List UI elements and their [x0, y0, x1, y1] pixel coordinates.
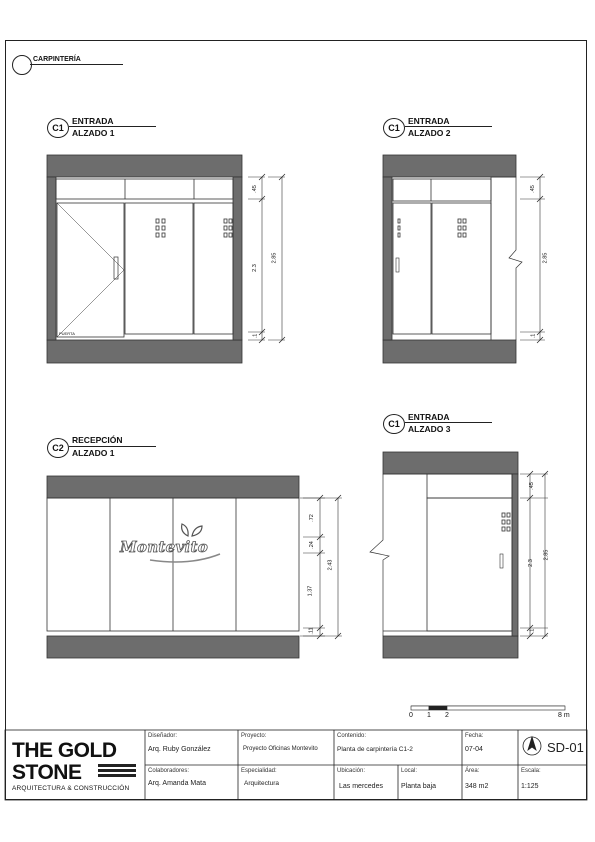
- view-code-circle: C2: [47, 438, 69, 458]
- view-code-circle: C1: [383, 118, 405, 138]
- view-subtitle: ALZADO 3: [408, 424, 451, 434]
- dim-label: 2.85: [543, 549, 550, 561]
- date-label: Fecha:: [465, 733, 484, 739]
- view-subtitle: ALZADO 1: [72, 128, 115, 138]
- area-value: 348 m2: [465, 783, 489, 790]
- scale-ratio-value: 1:125: [521, 783, 539, 790]
- company-name-line1: THE GOLD: [12, 739, 117, 762]
- specialty-value: Arquitectura: [244, 780, 280, 787]
- local-value: Planta baja: [401, 783, 437, 790]
- company-name-line2: STONE: [12, 761, 82, 784]
- dim-label: 2.3: [251, 264, 258, 272]
- company-tagline: ARQUITECTURA & CONSTRUCCIÓN: [12, 785, 130, 792]
- content-label: Contenido:: [337, 733, 367, 739]
- view-subtitle: ALZADO 1: [72, 448, 115, 458]
- collaborators-label: Colaboradores:: [148, 768, 190, 774]
- dim-label: 2.85: [271, 252, 278, 264]
- designer-label: Diseñador:: [148, 733, 178, 739]
- location-label: Ubicación:: [337, 768, 366, 774]
- collaborator-value: Arq. Amanda Mata: [148, 780, 206, 787]
- sheet-code: SD-01: [547, 740, 584, 755]
- date-value: 07-04: [465, 746, 483, 753]
- scale-label: 1: [427, 712, 431, 719]
- dim-label: 2.3: [527, 559, 534, 567]
- content-value: Planta de carpintería C1-2: [337, 746, 413, 753]
- scale-label: 0: [409, 712, 413, 719]
- area-label: Área:: [465, 768, 480, 774]
- dim-label: .24: [308, 541, 315, 549]
- location-value: Las mercedes: [339, 783, 383, 790]
- designer-value: Arq. Ruby González: [148, 746, 211, 753]
- dim-label: .45: [529, 185, 536, 193]
- scale-label: 2: [445, 712, 449, 719]
- view-subtitle: ALZADO 2: [408, 128, 451, 138]
- dim-label: 2.85: [542, 252, 549, 264]
- door-tag: PUERTA: [59, 331, 75, 336]
- dim-label: .45: [528, 482, 535, 490]
- view-code-circle: C1: [383, 414, 405, 434]
- section-title: CARPINTERÍA: [33, 56, 81, 63]
- view-title: ENTRADA: [408, 412, 450, 422]
- dim-label: .1: [529, 628, 536, 634]
- project-value: Proyecto Oficinas Montevito: [243, 746, 318, 752]
- view-code-circle: C1: [47, 118, 69, 138]
- scale-label: 8 m: [558, 712, 570, 719]
- dim-label: .1: [530, 333, 537, 339]
- dim-label: .72: [308, 514, 315, 522]
- view-title: ENTRADA: [408, 116, 450, 126]
- local-label: Local:: [401, 768, 418, 774]
- dim-label: 2.43: [327, 559, 334, 571]
- project-label: Proyecto:: [241, 733, 267, 739]
- view-title: ENTRADA: [72, 116, 114, 126]
- dim-label: .45: [251, 185, 258, 193]
- dim-label: .1: [252, 333, 259, 339]
- glass-logo-text: Montevito: [120, 538, 209, 556]
- dim-label: 1.37: [307, 585, 314, 597]
- dim-label: .11: [308, 627, 315, 635]
- view-title: RECEPCIÓN: [72, 435, 123, 445]
- specialty-label: Especialidad:: [241, 768, 277, 774]
- scale-ratio-label: Escala:: [521, 768, 541, 774]
